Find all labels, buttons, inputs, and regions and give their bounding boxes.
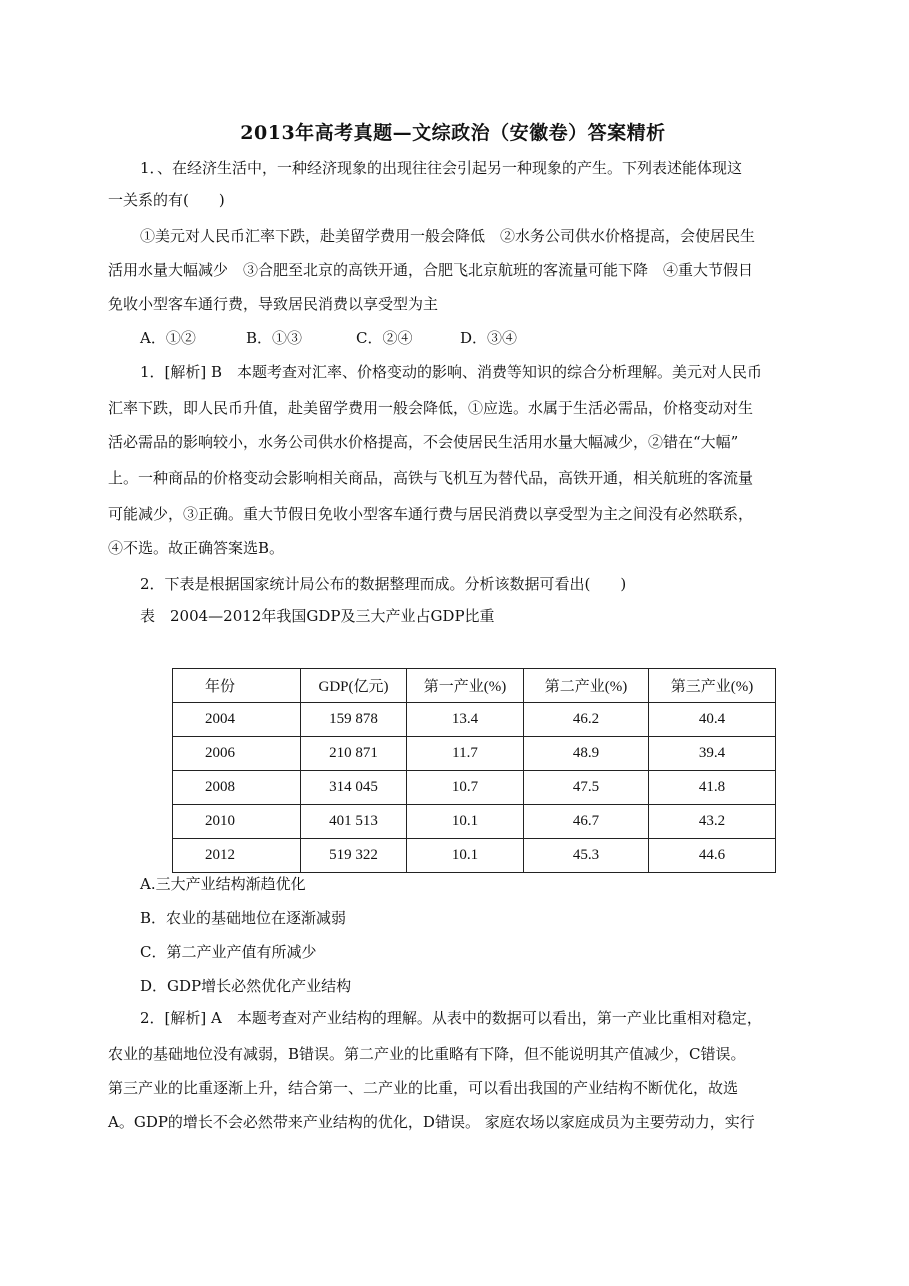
table-cell: 40.4 <box>649 703 776 737</box>
table-cell: 41.8 <box>649 771 776 805</box>
table-cell: 13.4 <box>407 703 524 737</box>
table-cell: 47.5 <box>524 771 649 805</box>
a2-line-1 <box>140 1008 762 1028</box>
q1-item-line-2: 活用水量大幅减少 ③合肥至北京的高铁开通，合肥飞北京航班的客流量可能下降 ④重大节假日 <box>108 261 754 279</box>
a1-line-3: 活必需品的影响较小，水务公司供水价格提高，不会使居民生活用水量大幅减少，②错在“大幅” <box>108 433 739 451</box>
table-header-cell: 年份 <box>173 669 301 703</box>
a2-analysis-tag: [解析] <box>164 1009 207 1027</box>
q1-option-b: B．①③ <box>246 329 303 347</box>
table-header-cell: 第二产业(%) <box>524 669 649 703</box>
a1-line-4: 上。一种商品的价格变动会影响相关商品，高铁与飞机互为替代品，高铁开通，相关航班的客流量 <box>108 469 754 487</box>
q2-option-d: D．GDP增长必然优化产业结构 <box>140 977 352 995</box>
table-cell: 519 322 <box>301 839 407 873</box>
q1-option-d: D．③④ <box>460 329 518 347</box>
table-cell: 46.2 <box>524 703 649 737</box>
a1-line-1 <box>140 362 762 382</box>
table-cell: 2008 <box>173 771 301 805</box>
table-cell: 2012 <box>173 839 301 873</box>
a2-number: 2． <box>140 1009 165 1027</box>
table-row <box>173 771 776 805</box>
table-row <box>173 839 776 873</box>
a1-line-1-text: B 本题考查对汇率、价格变动的影响、消费等知识的综合分析理解。美元对人民币 <box>206 363 763 381</box>
table-cell: 44.6 <box>649 839 776 873</box>
q2-table-caption: 表 2004—2012年我国GDP及三大产业占GDP比重 <box>140 607 495 625</box>
table-row <box>173 805 776 839</box>
q1-stem-line-2: 一关系的有( ) <box>108 191 225 209</box>
table-cell: 48.9 <box>524 737 649 771</box>
q1-stem-line-1: 1．、在经济生活中，一种经济现象的出现往往会引起另一种现象的产生。下列表述能体现这 <box>140 159 743 177</box>
q2-stem: 2．下表是根据国家统计局公布的数据整理而成。分析该数据可看出( ) <box>140 575 627 593</box>
q1-item-line-3: 免收小型客车通行费，导致居民消费以享受型为主 <box>108 295 439 313</box>
table-cell: 159 878 <box>301 703 407 737</box>
table-header-cell: 第三产业(%) <box>649 669 776 703</box>
q2-option-a: A.三大产业结构渐趋优化 <box>140 875 306 893</box>
a2-line-1-text: A 本题考查对产业结构的理解。从表中的数据可以看出，第一产业比重相对稳定， <box>206 1009 762 1027</box>
q1-option-a: A．①② <box>140 329 196 347</box>
q1-item-line-1: ①美元对人民币汇率下跌，赴美留学费用一般会降低 ②水务公司供水价格提高，会使居民生 <box>140 227 756 245</box>
q1-option-c: C．②④ <box>356 329 413 347</box>
table-cell: 10.1 <box>407 805 524 839</box>
a1-number: 1． <box>140 363 165 381</box>
table-row <box>173 737 776 771</box>
table-row <box>173 703 776 737</box>
a1-line-6: ④不选。故正确答案选B。 <box>108 539 285 557</box>
table-cell: 45.3 <box>524 839 649 873</box>
table-header-row <box>173 669 776 703</box>
a2-line-4: A。GDP的增长不会必然带来产业结构的优化，D错误。 家庭农场以家庭成员为主要劳动力，实行 <box>108 1113 755 1131</box>
table-cell: 11.7 <box>407 737 524 771</box>
table-header-cell: 第一产业(%) <box>407 669 524 703</box>
table-cell: 2010 <box>173 805 301 839</box>
a2-line-2: 农业的基础地位没有减弱，B错误。第二产业的比重略有下降，但不能说明其产值减少，C错误。 <box>108 1045 746 1063</box>
a1-analysis-tag: [解析] <box>164 363 207 381</box>
table-cell: 210 871 <box>301 737 407 771</box>
table-cell: 2006 <box>173 737 301 771</box>
table-cell: 2004 <box>173 703 301 737</box>
table-cell: 46.7 <box>524 805 649 839</box>
gdp-table <box>172 668 776 873</box>
table-cell: 10.1 <box>407 839 524 873</box>
table-cell: 314 045 <box>301 771 407 805</box>
table-cell: 401 513 <box>301 805 407 839</box>
a1-line-2: 汇率下跌，即人民币升值，赴美留学费用一般会降低，①应选。水属于生活必需品，价格变动对生 <box>108 399 754 417</box>
table-cell: 39.4 <box>649 737 776 771</box>
page-title: 2013年高考真题—文综政治（安徽卷）答案精析 <box>240 122 666 144</box>
table-header-cell: GDP(亿元) <box>301 669 407 703</box>
table-cell: 10.7 <box>407 771 524 805</box>
table-cell: 43.2 <box>649 805 776 839</box>
q2-option-b: B．农业的基础地位在逐渐减弱 <box>140 909 347 927</box>
q2-option-c: C．第二产业产值有所减少 <box>140 943 317 961</box>
a1-line-5: 可能减少，③正确。重大节假日免收小型客车通行费与居民消费以享受型为主之间没有必然联系， <box>108 505 754 523</box>
a2-line-3: 第三产业的比重逐渐上升，结合第一、二产业的比重，可以看出我国的产业结构不断优化，故选 <box>108 1079 739 1097</box>
